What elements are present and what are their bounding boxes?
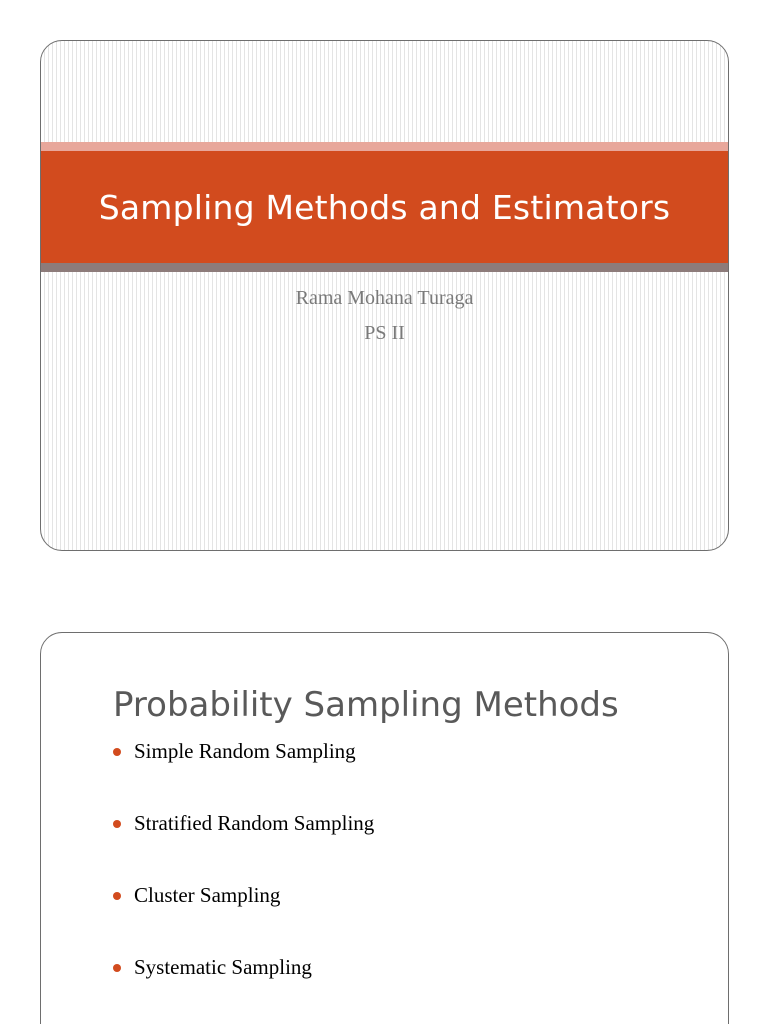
bullet-text: Simple Random Sampling bbox=[134, 739, 356, 763]
bullet-list bbox=[113, 739, 374, 1024]
list-item bbox=[113, 883, 374, 955]
title-slide bbox=[40, 40, 729, 551]
content-slide bbox=[40, 632, 729, 1024]
bullet-text: Cluster Sampling bbox=[134, 883, 281, 907]
bullet-text: Stratified Random Sampling bbox=[134, 811, 375, 835]
list-item bbox=[113, 955, 374, 1024]
course-name: PS II bbox=[364, 322, 405, 344]
list-item bbox=[113, 811, 374, 883]
list-item bbox=[113, 739, 374, 811]
bullet-dot-icon bbox=[113, 748, 121, 756]
title-band-top-stripe bbox=[41, 142, 728, 151]
content-slide-title: Probability Sampling Methods bbox=[113, 685, 619, 725]
bullet-text: Systematic Sampling bbox=[134, 955, 312, 979]
title-band-bottom-stripe bbox=[41, 263, 728, 272]
bullet-dot-icon bbox=[113, 964, 121, 972]
author-name: Rama Mohana Turaga bbox=[295, 287, 474, 309]
bullet-dot-icon bbox=[113, 892, 121, 900]
bullet-dot-icon bbox=[113, 820, 121, 828]
slide-title: Sampling Methods and Estimators bbox=[98, 187, 671, 227]
